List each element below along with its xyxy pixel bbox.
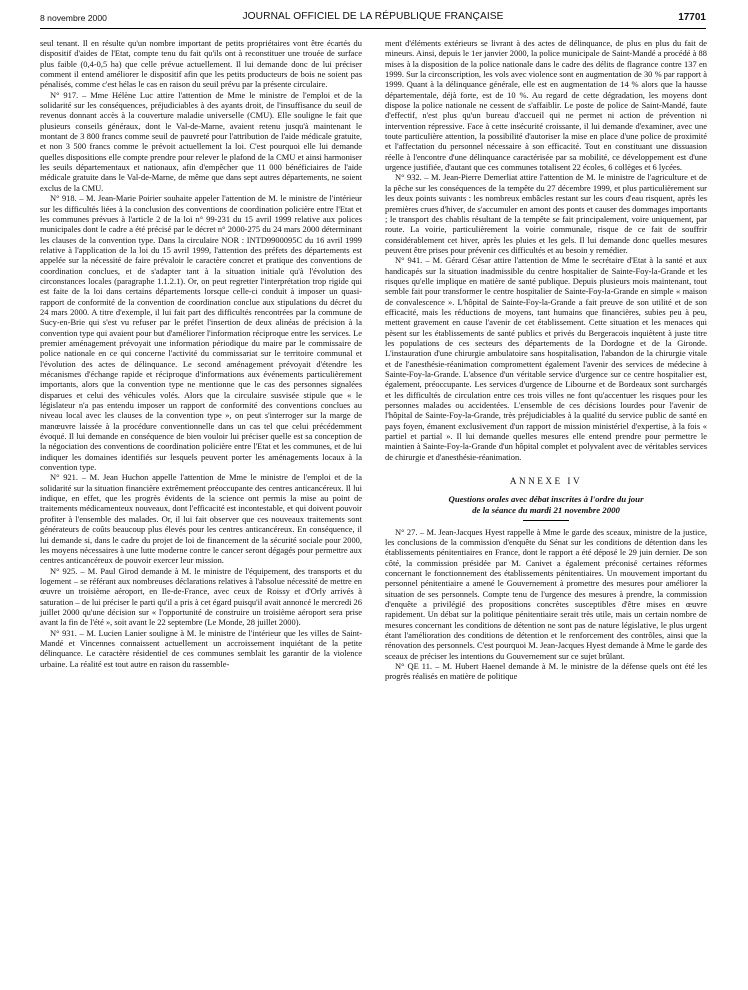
question-931: N° 931. – M. Lucien Lanier souligne à M. le ministre de l'intérieur que les villes de Saint-Mandé et Vincennes connaissent actuellement un accroissement inquiétant de la petite délinquance. Le caractère résidentiel de ces communes semblait les garantir de la violence urbaine. La réalité est tout autre en raison du rassemble-	[40, 627, 363, 669]
question-925: N° 925. – M. Paul Girod demande à M. le ministre de l'équipement, des transports et du logement – se référant aux nombreuses déclarations relatives à l'absolue nécessité de mettre en œuvre un troisième aéroport, en Ile-de-France, avec ceux de Roissy et d'Orly arrivés à saturation – de lui préciser le parti qu'il a pris à cet égard puisqu'il avait annoncé le mercredi 26 juillet 2000 qu'une décision sur « l'opportunité de construire un troisième aéroport sera prise avant la fin de l'été », soit avant le 22 septembre (Le Monde, 28 juillet 2000).	[40, 565, 363, 628]
question-27: N° 27. – M. Jean-Jacques Hyest rappelle à Mme le garde des sceaux, ministre de la justice, les conclusions de la commission d'enquête du Sénat sur les conditions de détention dans les établissements pénitentiaires en France, dont le rapport a été déposé le 29 juin dernier. De son côté, la commission présidée par M. Canivet a également préconisé certaines réformes concernant le fonctionnement des établissements pénitentiaires. Un mouvement important du personnel pénitentiaire a amené le Gouvernement à promettre des mesures pour améliorer la situation de ses personnels. Compte tenu de l'urgence des mesures à prendre, la commission d'enquête a privilégié des propositions concrètes susceptibles d'être mises en œuvre rapidement. Un débat sur la politique pénitentiaire serait très utile, mais un certain nombre de mesures concernant les conditions de détention ne sont pas de nature législative, le plus urgent étant l'amélioration des conditions de détention et le renforcement des contrôles, ainsi que la rénovation des personnels. C'est pourquoi M. Jean-Jacques Hyest demande à Mme le garde des sceaux de préciser les intentions du Gouvernement sur ce sujet brûlant.	[385, 526, 707, 661]
header-rule	[40, 28, 706, 29]
question-918: N° 918. – M. Jean-Marie Poirier souhaite appeler l'attention de M. le ministre de l'intérieur sur les difficultés liées à la conclusion des conventions de coordination policière entre l'Etat et les communes prévues à l'article 2 de la loi n° 99-231 du 15 avril 1999 relative aux polices municipales dont le cadre a été précisé par le décret n° 2000-275 du 24 mars 2000 déterminant les clauses de la convention type. Dans la circulaire NOR : INTD9900095C du 16 avril 1999 relative à l'application de la loi du 15 avril 1999, l'attention des préfets des départements est appelée sur la nécessité de faire prévaloir le caractère concret et pratique des conventions de coordination conclues, et de s'adapter tant à la situation initiale qu'à l'évolution des circonstances locales (paragraphe 1.1.2.1). Or, on peut regretter l'interprétation trop rigide qui est faite de la loi dans certains départements lorsque celle-ci conduit à imposer un quasi-rapport de conformité de la convention de coordination conclue aux stipulations du décret du 24 mars 2000. A titre d'exemple, il lui fait part des difficultés rencontrées par la commune de Sucy-en-Brie qui s'est vu refuser par le préfet l'insertion de deux alinéas de précision à la convention type qui avaient pour but d'améliorer l'information réciproque entre les services. Le premier aménagement prévoyait une information périodique du maire par le commissaire de police nationale en ce qui concerne l'activité du commissariat sur le territoire communal et l'évolution des actes de délinquance. Le second aménagement prévoyait d'étendre les mécanismes d'échange rapide et réciproque d'informations aux événements particulièrement importants, alors que la convention type ne mentionne que le cas des personnes signalées disparues et celui des véhicules volés. Alors que la circulaire susvisée stipule que « le législateur n'a pas entendu imposer un rapport de conformité des conventions conclues au niveau local avec les clauses de la convention type », on peut s'interroger sur la marge de manœuvre laissée à la procédure conventionnelle dans un cas tel que celui précédemment évoqué. Il lui demande en conséquence de bien vouloir lui préciser quelle est sa conception de la négociation des conventions de coordination policière entre l'Etat et les communes, et de lui indiquer les domaines identifiés sur lesquels peuvent porter les aménagements locaux à la convention type.	[40, 193, 362, 473]
annexe-title-line-1: Questions orales avec débat inscrites à l'ordre du jour	[448, 494, 644, 505]
question-921: N° 921. – M. Jean Huchon appelle l'attention de Mme le ministre de l'emploi et de la solidarité sur la situation financière extrêmement préoccupante des centres anticancéreux. Il lui indique, en effet, que les progrès évidents de la science ont permis la mise au point de traitements médicamenteux nouveaux, dont l'efficacité est incontestable, et qui doivent pouvoir profiter à l'ensemble des malades. Or, il lui fait observer que ces nouveaux traitements sont générateurs de coûts beaucoup plus élevés pour les centres anticancéreux. En conséquence, il lui demande si, dans le cadre du projet de loi de financement de la sécurité sociale pour 2000, les moyens nécessaires à une lutte moderne contre le cancer seront dégagés pour permettre aux centres anticancéreux de pouvoir exercer leur mission.	[40, 472, 363, 566]
question-941: N° 941. – M. Gérard César attire l'attention de Mme le secrétaire d'Etat à la santé et aux handicapés sur la situation inadmissible du centre hospitalier de Sainte-Foy-la-Grande et les risques qu'elle implique en matière de santé publique. Depuis plusieurs mois maintenant, tout semble fait pour transformer le centre hospitalier de Sainte-Foy-la-Grande en simple « maison de convalescence ». L'hôpital de Sainte-Foy-la-Grande a fait preuve de son utilité et de son efficacité, mais les réductions de moyens, tant humains que financières, subies peu à peu, mettent gravement en cause l'avenir de cet établissement. Cette situation et les menaces qui pèsent sur les établissements de santé publics et privés du Bergeracois inquiètent à juste titre les populations de ces secteurs des départements de la Dordogne et de la Gironde. L'instauration d'une chirurgie ambulatoire sans hospitalisation, l'abandon de la chirurgie vitale et de l'anesthésie-réanimation compromettent également l'avenir des services de médecine à Sainte-Foy-la-Grande. L'absence d'un véritable service d'urgence sur ce centre hospitalier est, également, préoccupante. Les services d'urgence de Libourne et de Bordeaux sont surchargés et les difficultés de circulation entre ces trois villes ne font qu'accentuer les risques pour les personnes malades ou accidentées. L'ensemble de ces décisions lourdes pour l'avenir de l'hôpital de Sainte-Foy-la-Grande, très préjudiciables à la qualité du service public de santé en pays foyen, émanent exclusivement d'un rapport de mission ministériel d'expertise, à la fois « partiel et partial ». Il lui demande quelles mesures elle entend prendre pour permettre le maintien à Sainte-Foy-la-Grande d'un hôpital complet et polyvalent avec de véritables services de chirurgie et d'anesthésie-réanimation.	[385, 255, 708, 462]
page-header	[40, 10, 706, 26]
left-column	[40, 38, 362, 669]
question-qe-11: N° QE 11. – M. Hubert Haenel demande à M. le ministre de la défense quels ont été les progrès réalisés en matière de politique	[385, 661, 707, 682]
header-title: JOURNAL OFFICIEL DE LA RÉPUBLIQUE FRANÇAISE	[242, 11, 504, 22]
question-932: N° 932. – M. Jean-Pierre Demerliat attire l'attention de M. le ministre de l'agriculture et de la pêche sur les conséquences de la tempête du 27 décembre 1999, et plus particulièrement sur les deux points suivants : les nombreux embâcles restant sur les cours d'eau risquent, après les premières crues d'hiver, de s'accumuler en amont des ponts et causer des dommages importants ; le transport des chablis résultant de la tempête se fait principalement, voire uniquement, par route. La voirie, particulièrement la voirie communale, risque de ce fait de souffrir considérablement cet hiver, après les pluies et les gels. Il lui demande donc quelles mesures peuvent être prises pour prévenir ces difficultés et au besoin y remédier.	[385, 172, 708, 255]
annexe-title	[385, 494, 707, 515]
annexe-divider	[523, 520, 569, 521]
paragraph: seul tenant. Il en résulte qu'un nombre important de petits propriétaires vont être écartés du dispositif d'aides de l'Etat, compte tenu du fait qu'ils ont à reconstituer une trouée de surface plus faible (0,4-0,5 ha) que celle prévue actuellement. Il lui demande donc de lui préciser comment il entend améliorer le dispositif afin que les petits producteurs de bois ne soient pas pénalisés, comme c'est hélas le cas en raison du seuil prévu par la présente circulaire.	[40, 38, 362, 90]
right-column	[385, 38, 707, 682]
header-page-number: 17701	[678, 12, 706, 23]
annexe-title-line-2: de la séance du mardi 21 novembre 2000	[472, 505, 620, 516]
header-date: 8 novembre 2000	[40, 13, 107, 23]
annexe-heading: ANNEXE IV	[509, 476, 583, 487]
paragraph: ment d'éléments extérieurs se livrant à des actes de délinquance, de plus en plus du fait de mineurs. Ainsi, depuis le 1er janvier 2000, la police municipale de Saint-Mandé a procédé à 88 mises à la disposition de la police nationale dans le cadre des délits de flagrance contre 137 en 1999. Sur la circonscription, les vols avec violence sont en augmentation de 30 % par rapport à 1999. Quant à la délinquance générale, elle est en augmentation de 14 % alors que la hausse départementale, déjà forte, est de 10 %. Au regard de cette dégradation, les moyens dont dispose la police nationale ne cessent de s'affaiblir. Le poste de police de Saint-Mandé, faute d'effectif, n'est plus qu'un bureau d'accueil qui ne permet ni action de prévention ni intervention répressive. Face à cette insécurité croissante, il lui demande d'examiner, avec une toute particulière attention, la possibilité d'autoriser la mise en place d'une police de proximité et l'affectation du personnel nécessaire à son efficacité. Tout en constituant une dissuasion réelle à l'encontre d'une délinquance caractérisée par sa mobilité, ce développement est d'une urgence justifiée, d'autant que ces communes totalisent 22 écoles, 6 collèges et 6 lycées.	[385, 38, 707, 173]
question-917: N° 917. – Mme Hélène Luc attire l'attention de Mme le ministre de l'emploi et de la solidarité sur les conséquences, préjudiciables à des ayants droit, de l'insuffisance du seuil de revenus donnant accès à la couverture maladie universelle (CMU). Elle souligne le fait que plusieurs conseils généraux, dont le Val-de-Marne, avaient retenu jusqu'à maintenant le montant de 3 800 francs comme seuil de pauvreté pour l'attribution de l'aide médicale gratuite, et non 3 500 francs comme le prévoit actuellement la loi. C'est pourquoi elle lui demande quelles dispositions elle compte prendre pour relever le plafond de la CMU et ainsi harmoniser les seuils départementaux et nationaux, afin d'empêcher que 11 000 bénéficiaires de l'aide médicale gratuite dans le Val-de-Marne, de même que dans sept autres départements, ne soient exclus de la CMU.	[40, 89, 363, 193]
